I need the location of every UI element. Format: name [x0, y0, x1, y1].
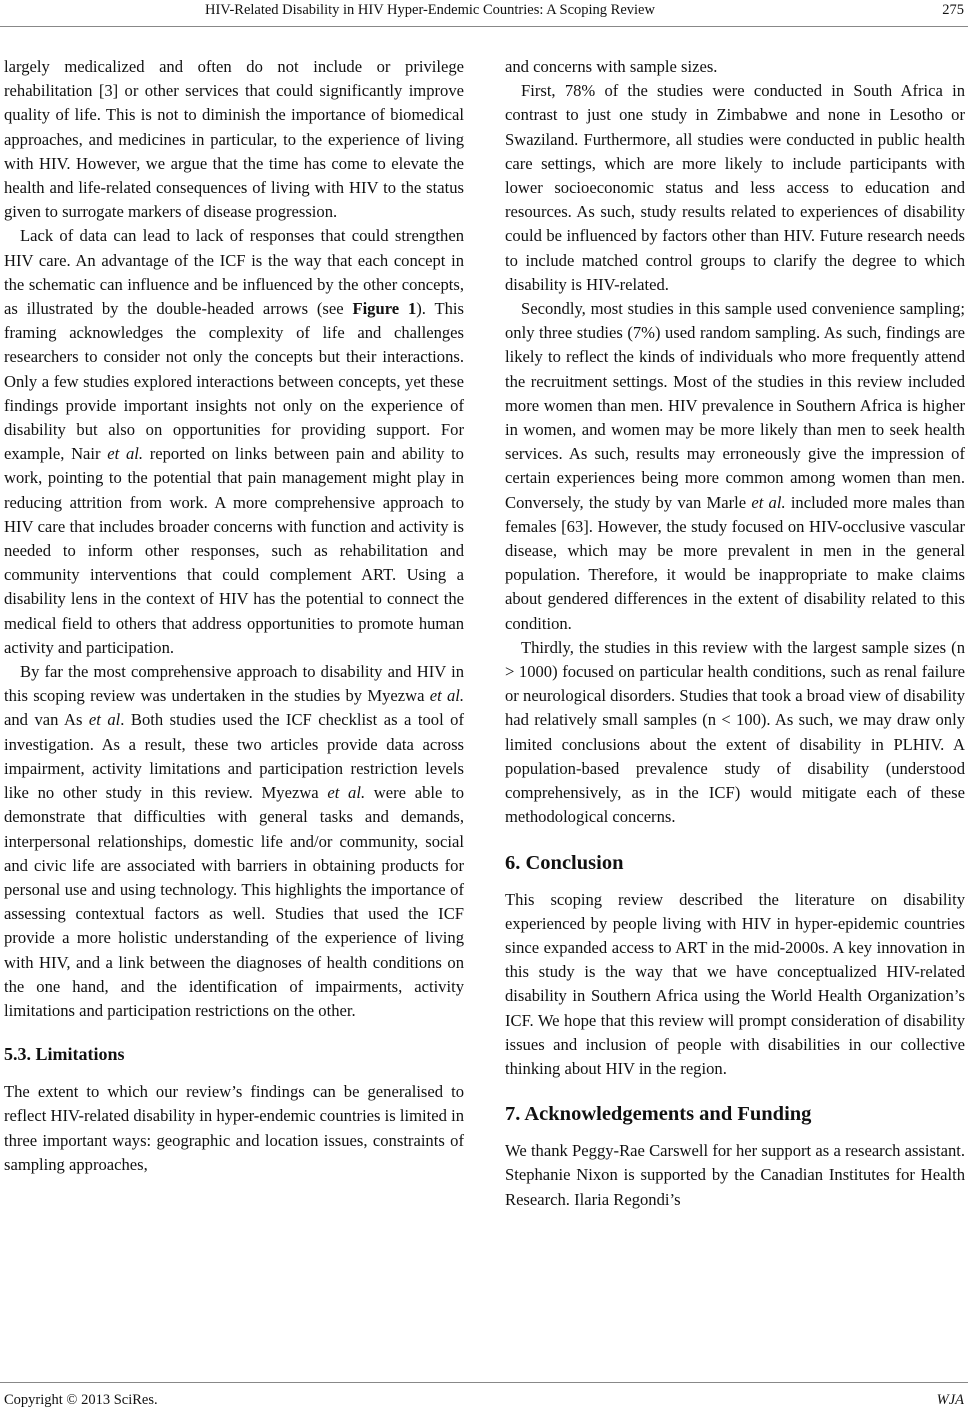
- figure-reference: Figure 1: [352, 299, 417, 319]
- paragraph: First, 78% of the studies were conducted in South Africa in contrast to just one study in Zimbabwe and none in Lesotho or Swaziland. Furthermore, all studies were conducted in public health care settings, which are more likely to include participants with lower socioeconomic status and less access to education and resources. As such, study results related to experiences of disability could be influenced by factors other than HIV. Future research needs to include matched control groups to clarify the degree to which disability is HIV-related.: [505, 81, 965, 294]
- header-rule: [0, 26, 968, 27]
- paragraph: Secondly, most studies in this sample used convenience sampling; only three studies (7%) used random sampling. As such, findings are likely to reflect the kinds of individuals who more frequently attend the recruitment settings. Most of the studies in this review included more women than men. HIV prevalence in Southern Africa is higher in women, and women may be more likely than men to seek health services. As such, results may erroneously give the impression of certain experiences being more common among women than men. Conversely, the study by van Marle et al. included more males than females [63]. However, the study focused on HIV-occlusive vascular disease, which may be more prevalent in men in the general population. Therefore, it would be inappropriate to make claims about gendered differences in the extent of disability related to this condition.: [505, 299, 965, 633]
- paragraph: We thank Peggy-Rae Carswell for her support as a research assistant. Stephanie Nixon is supported by the Canadian Institutes for Health Research. Ilaria Regondi’s: [505, 1141, 965, 1209]
- paragraph: By far the most comprehensive approach to disability and HIV in this scoping review was undertaken in the studies by Myezwa et al. and van As et al. Both studies used the ICF checklist as a tool of investigation. As a result, these two articles provide data across impairment, activity limitations and participation restriction levels like no other study in this review. Myezwa et al. were able to demonstrate that difficulties with general tasks and demands, interpersonal relationships, domestic life and/or community, social and civic life are associated with barriers in obtaining products for personal use and using technology. This highlights the importance of assessing contextual factors as well. Studies that used the ICF provide a more holistic understanding of the experience of living with HIV, and a link between the diagnoses of health conditions on the one hand, and the identification of impairments, activity limitations and participation restrictions on the other.: [4, 662, 464, 1020]
- right-column: [505, 55, 965, 1212]
- running-title: HIV-Related Disability in HIV Hyper-Endemic Countries: A Scoping Review: [205, 2, 655, 18]
- paragraph: Thirdly, the studies in this review with the largest sample sizes (n > 1000) focused on particular health conditions, such as renal failure or neurological disorders. Studies that took a broad view of disability had relatively small samples (n < 100). As such, we may draw only limited conclusions about the extent of disability in PLHIV. A population-based prevalence study of disability (understood comprehensively, as in the ICF) would mitigate each of these methodological concerns.: [505, 637, 965, 827]
- footer-rule: [0, 1382, 968, 1383]
- paragraph: The extent to which our review’s findings can be generalised to reflect HIV-related disability in hyper-endemic countries is limited in three important ways: geographic and location issues, constraints of sampling approaches,: [4, 1082, 464, 1174]
- section-heading: 6. Conclusion: [505, 851, 624, 874]
- left-column: [4, 55, 464, 1177]
- copyright-notice: Copyright © 2013 SciRes.: [4, 1392, 158, 1408]
- paragraph: largely medicalized and often do not include or privilege rehabilitation [3] or other services that could significantly improve quality of life. This is not to diminish the importance of biomedical approaches, and medicines in particular, to the experience of living with HIV. However, we argue that the time has come to elevate the health and life-related consequences of living with HIV to the status given to surrogate markers of disease progression.: [4, 57, 464, 222]
- journal-abbreviation: WJA: [936, 1392, 964, 1408]
- section-heading: 5.3. Limitations: [4, 1044, 125, 1065]
- paragraph: This scoping review described the literature on disability experienced by people living with HIV in hyper-epidemic countries since expanded access to ART in the mid-2000s. A key innovation in this study is the way that we have conceptualized HIV-related disability in Southern Africa using the World Health Organization’s ICF. We hope that this review will prompt consideration of disability issues and inclusion of people with disabilities in our collective thinking about HIV in the region.: [505, 889, 965, 1078]
- page-header: [0, 0, 968, 26]
- paragraph: Lack of data can lead to lack of responses that could strengthen HIV care. An advantage of the ICF is the way that each concept in the schematic can influence and be influenced by the other concepts, as illustrated by the double-headed arrows (see Figure 1). This framing acknowledges the complexity of life and challenges researchers to consider not only the concepts but their interactions. Only a few studies explored interactions between concepts, yet these findings provide important insights not only on the experience of disability but also on opportunities for providing support. For example, Nair et al. reported on links between pain and ability to work, pointing to the potential that pain management might play in reducing attrition from work. A more comprehensive approach to HIV care that includes broader concerns with function and activity is needed to inform other responses, such as rehabilitation and community interventions that could complement ART. Using a disability lens in the context of HIV has the potential to connect the medical field to others that address opportunities to promote human activity and participation.: [4, 226, 464, 657]
- section-heading: 7. Acknowledgements and Funding: [505, 1103, 812, 1126]
- paragraph: and concerns with sample sizes.: [505, 57, 718, 76]
- page-number: 275: [942, 2, 964, 18]
